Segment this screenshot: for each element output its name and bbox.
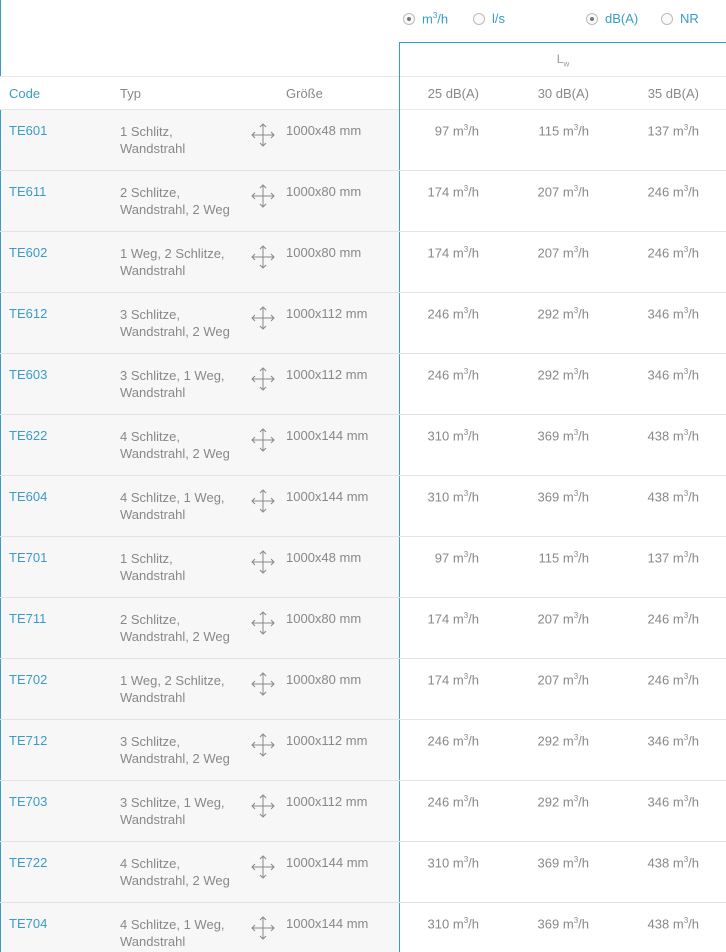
row-size: 1000x112 mm: [286, 733, 368, 748]
row-value-3: 438 $m^3/h$: [647, 855, 699, 871]
row-size: 1000x112 mm: [286, 367, 368, 382]
row-typ: [120, 489, 240, 523]
row-code-link[interactable]: TE612: [9, 306, 48, 321]
row-value-3: 246 $m^3/h$: [647, 184, 699, 200]
row-typ-line-2: Wandstrahl, 2 Weg: [120, 446, 230, 461]
move-arrows-icon[interactable]: [250, 427, 276, 453]
row-value-2: 369 $m^3/h$: [537, 916, 589, 932]
header-size[interactable]: Größe: [286, 86, 323, 101]
header-25dba[interactable]: 25 dB(A): [427, 86, 479, 101]
row-typ-line-1: 4 Schlitze,: [120, 856, 180, 871]
row-value-1: 310 $m^3/h$: [427, 428, 479, 444]
row-value-1: 97 $m^3/h$: [434, 550, 479, 566]
row-code-link[interactable]: TE601: [9, 123, 48, 138]
row-value-2: 207 $m^3/h$: [537, 245, 589, 261]
row-value-3: 246 $m^3/h$: [647, 611, 699, 627]
header-35dba[interactable]: 35 dB(A): [647, 86, 699, 101]
row-typ-line-2: Wandstrahl, 2 Weg: [120, 873, 230, 888]
table-row: [0, 110, 726, 171]
row-typ-line-1: 1 Schlitz,: [120, 124, 173, 139]
table-row: [0, 781, 726, 842]
move-arrows-icon[interactable]: [250, 854, 276, 880]
row-value-3: 438 $m^3/h$: [647, 428, 699, 444]
row-typ-line-2: Wandstrahl: [120, 385, 186, 400]
row-value-2: 115 $m^3/h$: [538, 123, 589, 139]
row-size: 1000x144 mm: [286, 916, 369, 931]
row-value-3: 246 $m^3/h$: [647, 672, 699, 688]
row-value-1: 174 $m^3/h$: [427, 184, 479, 200]
table-row: [0, 476, 726, 537]
row-typ-line-1: 3 Schlitze,: [120, 734, 180, 749]
row-code-link[interactable]: TE602: [9, 245, 48, 260]
row-size: 1000x80 mm: [286, 611, 362, 626]
row-value-3: 438 $m^3/h$: [647, 489, 699, 505]
row-typ-line-2: Wandstrahl: [120, 263, 186, 278]
row-size: 1000x112 mm: [286, 306, 368, 321]
row-typ-line-2: Wandstrahl: [120, 568, 186, 583]
row-typ-line-2: Wandstrahl, 2 Weg: [120, 751, 230, 766]
table-row: [0, 293, 726, 354]
row-typ-line-1: 4 Schlitze, 1 Weg,: [120, 917, 225, 932]
move-arrows-icon[interactable]: [250, 305, 276, 331]
row-value-2: 292 $m^3/h$: [537, 794, 589, 810]
row-value-2: 207 $m^3/h$: [537, 611, 589, 627]
row-code-link[interactable]: TE722: [9, 855, 48, 870]
move-arrows-icon[interactable]: [250, 244, 276, 270]
row-value-2: 369 $m^3/h$: [537, 855, 589, 871]
row-size: 1000x48 mm: [286, 123, 362, 138]
row-typ: [120, 550, 240, 584]
row-typ-line-2: Wandstrahl: [120, 690, 186, 705]
header-30dba[interactable]: 30 dB(A): [537, 86, 589, 101]
radio-m3h[interactable]: [403, 11, 448, 26]
row-code-link[interactable]: TE622: [9, 428, 48, 443]
radio-ls-label: l/s: [492, 11, 505, 26]
table-row: [0, 232, 726, 293]
row-typ: [120, 733, 240, 767]
move-arrows-icon[interactable]: [250, 549, 276, 575]
row-typ-line-2: Wandstrahl, 2 Weg: [120, 629, 230, 644]
row-code-link[interactable]: TE703: [9, 794, 48, 809]
move-arrows-icon[interactable]: [250, 610, 276, 636]
row-typ-line-1: 3 Schlitze,: [120, 307, 180, 322]
row-typ: [120, 855, 240, 889]
row-value-1: 310 $m^3/h$: [427, 916, 479, 932]
row-typ-line-2: Wandstrahl: [120, 141, 186, 156]
radio-m3h-label: $m^3/h$: [422, 11, 449, 27]
row-size: 1000x112 mm: [286, 794, 368, 809]
row-value-3: 246 $m^3/h$: [647, 245, 699, 261]
row-value-1: 174 $m^3/h$: [427, 245, 479, 261]
table-header: [0, 76, 726, 110]
row-value-1: 310 $m^3/h$: [427, 489, 479, 505]
move-arrows-icon[interactable]: [250, 915, 276, 941]
row-typ-line-1: 3 Schlitze, 1 Weg,: [120, 368, 225, 383]
row-code-link[interactable]: TE712: [9, 733, 48, 748]
row-value-3: 137 $m^3/h$: [647, 123, 699, 139]
row-value-2: 369 $m^3/h$: [537, 489, 589, 505]
row-size: 1000x80 mm: [286, 245, 362, 260]
table-row: [0, 903, 726, 952]
row-code-link[interactable]: TE611: [9, 184, 47, 199]
table-row: [0, 171, 726, 232]
row-typ: [120, 916, 240, 950]
row-typ-line-2: Wandstrahl, 2 Weg: [120, 324, 230, 339]
move-arrows-icon[interactable]: [250, 183, 276, 209]
row-typ: [120, 794, 240, 828]
row-typ: [120, 672, 240, 706]
row-code-link[interactable]: TE604: [9, 489, 48, 504]
table-row: [0, 415, 726, 476]
row-size: 1000x144 mm: [286, 428, 369, 443]
table-row: [0, 354, 726, 415]
move-arrows-icon[interactable]: [250, 671, 276, 697]
row-typ-line-1: 1 Schlitz,: [120, 551, 173, 566]
row-typ-line-1: 2 Schlitze,: [120, 185, 180, 200]
row-typ-line-2: Wandstrahl: [120, 934, 186, 949]
radio-m3h-dot[interactable]: [403, 13, 415, 25]
radio-nr-label: NR: [680, 11, 699, 26]
row-value-1: 246 $m^3/h$: [427, 367, 479, 383]
row-typ-line-1: 4 Schlitze, 1 Weg,: [120, 490, 225, 505]
radio-ls-dot[interactable]: [473, 13, 485, 25]
row-typ-line-1: 1 Weg, 2 Schlitze,: [120, 246, 225, 261]
row-typ-line-1: 3 Schlitze, 1 Weg,: [120, 795, 225, 810]
row-value-2: 292 $m^3/h$: [537, 733, 589, 749]
row-value-1: 174 $m^3/h$: [427, 672, 479, 688]
row-size: 1000x80 mm: [286, 672, 362, 687]
row-size: 1000x144 mm: [286, 855, 369, 870]
row-code-link[interactable]: TE701: [9, 550, 48, 565]
row-value-1: 246 $m^3/h$: [427, 733, 479, 749]
row-value-2: 292 $m^3/h$: [537, 367, 589, 383]
row-value-1: 310 $m^3/h$: [427, 855, 479, 871]
row-code-link[interactable]: TE711: [9, 611, 47, 626]
table-row: [0, 659, 726, 720]
table-row: [0, 598, 726, 659]
move-arrows-icon[interactable]: [250, 793, 276, 819]
row-size: 1000x144 mm: [286, 489, 369, 504]
row-typ: [120, 123, 240, 157]
row-value-2: 115 $m^3/h$: [538, 550, 589, 566]
move-arrows-icon[interactable]: [250, 732, 276, 758]
row-typ-line-2: Wandstrahl: [120, 812, 186, 827]
product-table-body: [0, 110, 726, 952]
header-typ[interactable]: Typ: [120, 86, 141, 101]
radio-dba-label: dB(A): [605, 11, 639, 26]
table-row: [0, 537, 726, 598]
lw-header: [399, 42, 726, 77]
row-value-2: 207 $m^3/h$: [537, 672, 589, 688]
table-row: [0, 720, 726, 781]
row-typ: [120, 428, 240, 462]
radio-nr-dot[interactable]: [661, 13, 673, 25]
row-typ: [120, 306, 240, 340]
row-code-link[interactable]: TE702: [9, 672, 48, 687]
row-value-1: 174 $m^3/h$: [427, 611, 479, 627]
row-typ: [120, 367, 240, 401]
row-value-3: 346 $m^3/h$: [647, 794, 699, 810]
row-value-1: 97 $m^3/h$: [434, 123, 479, 139]
row-typ-line-2: Wandstrahl, 2 Weg: [120, 202, 230, 217]
unit-controls: [0, 0, 726, 42]
row-value-3: 346 $m^3/h$: [647, 733, 699, 749]
row-value-3: 137 $m^3/h$: [647, 550, 699, 566]
row-value-2: 207 $m^3/h$: [537, 184, 589, 200]
row-value-1: 246 $m^3/h$: [427, 306, 479, 322]
radio-dba[interactable]: [586, 11, 638, 26]
row-value-3: 346 $m^3/h$: [647, 306, 699, 322]
row-value-3: 346 $m^3/h$: [647, 367, 699, 383]
row-size: 1000x48 mm: [286, 550, 362, 565]
move-arrows-icon[interactable]: [250, 122, 276, 148]
row-typ-line-1: 1 Weg, 2 Schlitze,: [120, 673, 225, 688]
table-row: [0, 842, 726, 903]
radio-nr[interactable]: [661, 11, 699, 26]
move-arrows-icon[interactable]: [250, 488, 276, 514]
row-code-link[interactable]: TE603: [9, 367, 48, 382]
row-typ: [120, 245, 240, 279]
row-typ: [120, 184, 240, 218]
row-value-2: 369 $m^3/h$: [537, 428, 589, 444]
header-code[interactable]: Code: [9, 86, 41, 101]
row-code-link[interactable]: TE704: [9, 916, 48, 931]
radio-dba-dot[interactable]: [586, 13, 598, 25]
row-value-3: 438 $m^3/h$: [647, 916, 699, 932]
row-typ-line-1: 2 Schlitze,: [120, 612, 180, 627]
row-value-2: 292 $m^3/h$: [537, 306, 589, 322]
lw-header-label: $L_w$: [556, 51, 570, 69]
row-typ-line-1: 4 Schlitze,: [120, 429, 180, 444]
row-value-1: 246 $m^3/h$: [427, 794, 479, 810]
row-typ-line-2: Wandstrahl: [120, 507, 186, 522]
row-size: 1000x80 mm: [286, 184, 362, 199]
row-typ: [120, 611, 240, 645]
radio-ls[interactable]: [473, 11, 505, 26]
move-arrows-icon[interactable]: [250, 366, 276, 392]
